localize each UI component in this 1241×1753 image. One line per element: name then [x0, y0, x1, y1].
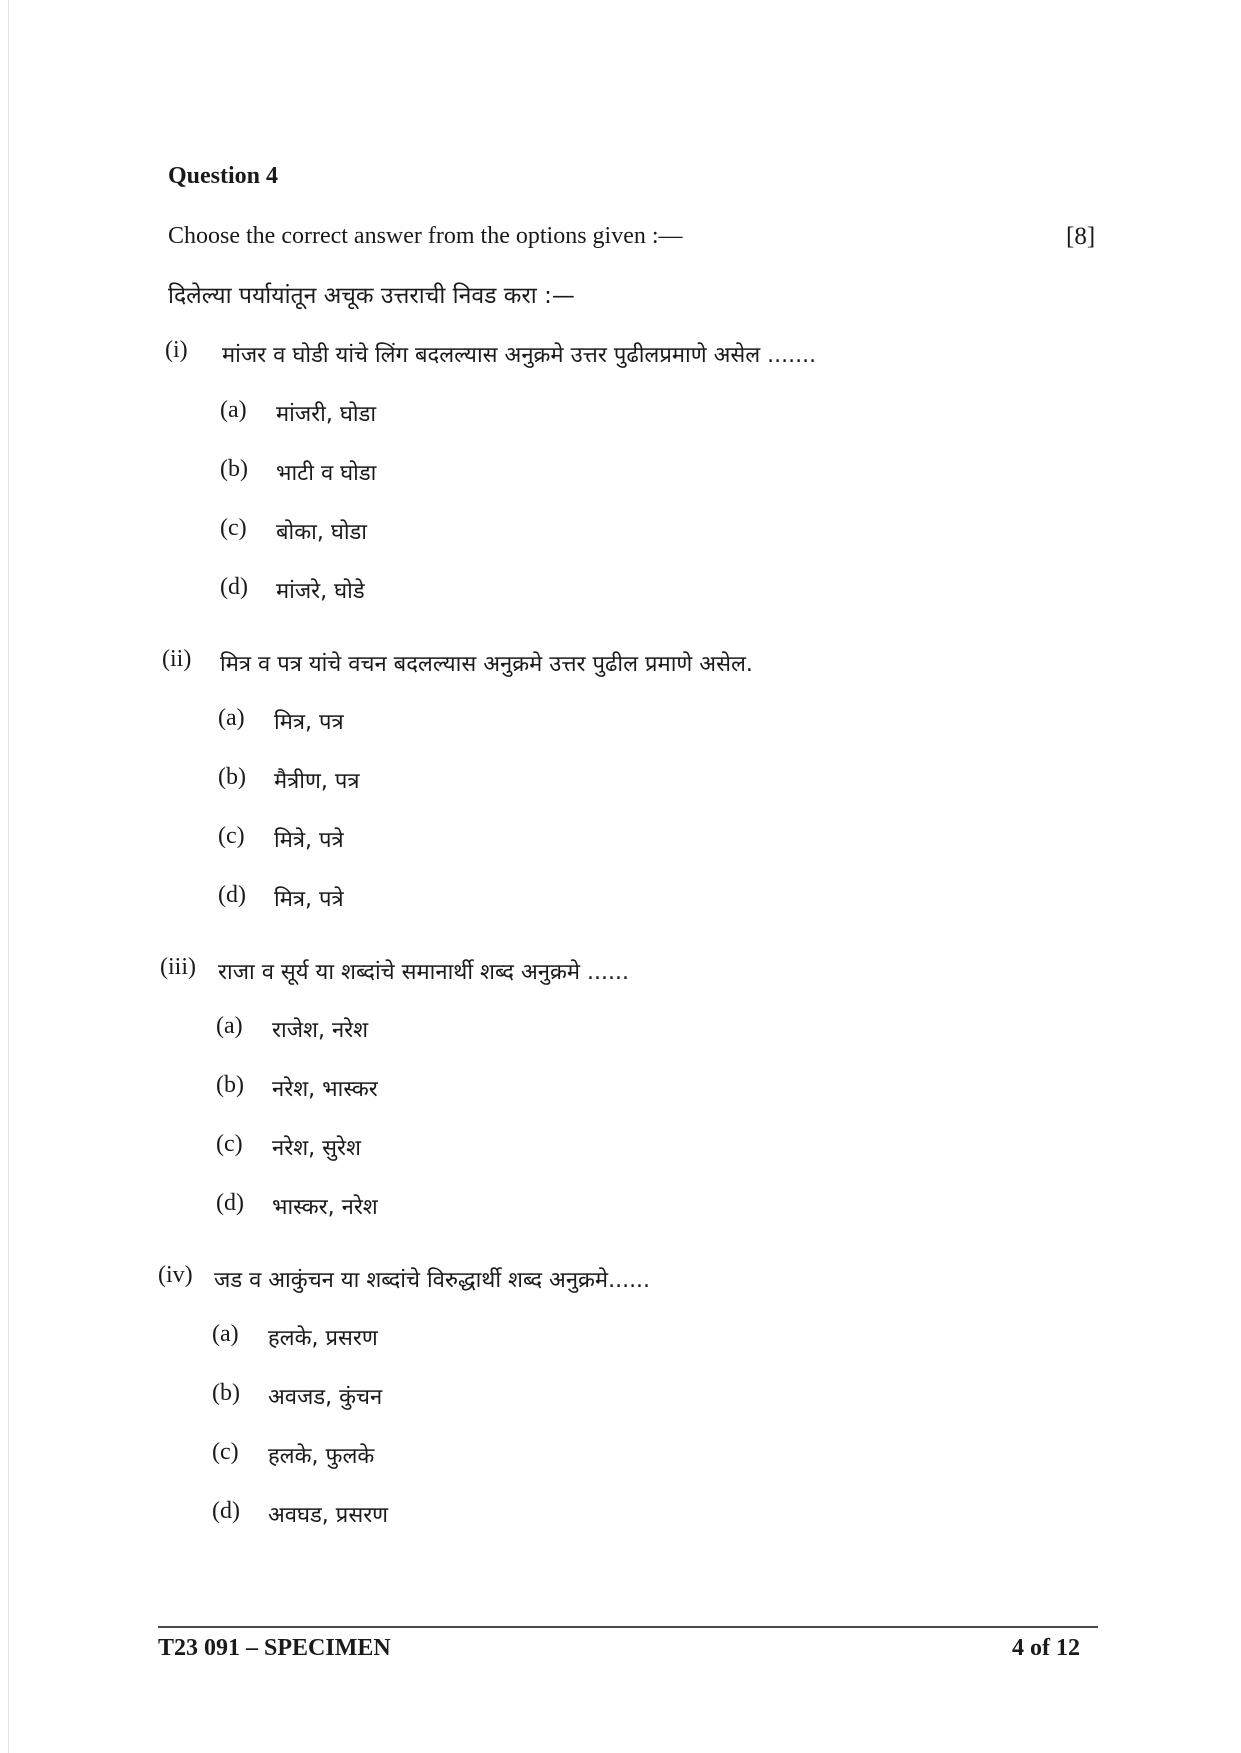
- option-text: बोका, घोडा: [276, 520, 368, 545]
- option-text: मैत्रीण, पत्र: [274, 769, 360, 794]
- sub-question-label: (i): [165, 337, 188, 363]
- instruction-marathi: दिलेल्या पर्यायांतून अचूक उत्तराची निवड करा :—: [168, 283, 575, 309]
- option-label: (a): [218, 705, 245, 731]
- option-label: (a): [220, 397, 247, 423]
- sub-question-text: जड व आकुंचन या शब्दांचे विरुद्धार्थी शब्द अनुक्रमे......: [214, 1268, 651, 1293]
- option-label: (d): [218, 882, 246, 908]
- sub-question-label: (iv): [158, 1262, 193, 1288]
- instruction-english: Choose the correct answer from the options given :—: [168, 223, 683, 249]
- sub-question-label: (ii): [162, 646, 192, 672]
- sub-question-text: मित्र व पत्र यांचे वचन बदलल्यास अनुक्रमे उत्तर पुढील प्रमाणे असेल.: [220, 652, 753, 677]
- option-label: (c): [212, 1439, 239, 1465]
- option-text: मित्रे, पत्रे: [274, 828, 344, 853]
- option-text: भाटी व घोडा: [276, 461, 377, 486]
- option-text: अवजड, कुंचन: [268, 1385, 383, 1410]
- option-label: (d): [220, 574, 248, 600]
- footer-page-number: 4 of 12: [1012, 1635, 1080, 1661]
- question-title: Question 4: [168, 163, 279, 189]
- footer-divider: [158, 1626, 1098, 1628]
- option-text: नरेश, भास्कर: [272, 1077, 378, 1102]
- option-label: (d): [216, 1190, 244, 1216]
- option-text: हलके, प्रसरण: [268, 1326, 378, 1351]
- option-label: (c): [220, 515, 247, 541]
- option-text: मांजरे, घोडे: [276, 579, 365, 604]
- option-label: (c): [218, 823, 245, 849]
- option-label: (a): [212, 1321, 239, 1347]
- option-text: मित्र, पत्र: [274, 710, 344, 735]
- option-label: (a): [216, 1013, 243, 1039]
- option-text: मांजरी, घोडा: [276, 402, 377, 427]
- option-label: (b): [212, 1380, 240, 1406]
- option-text: राजेश, नरेश: [272, 1018, 369, 1043]
- option-label: (c): [216, 1131, 243, 1157]
- option-label: (d): [212, 1498, 240, 1524]
- option-text: मित्र, पत्रे: [274, 887, 344, 912]
- option-text: नरेश, सुरेश: [272, 1136, 361, 1161]
- option-text: हलके, फुलके: [268, 1444, 375, 1469]
- sub-question-label: (iii): [160, 954, 196, 980]
- option-label: (b): [220, 456, 248, 482]
- marks-label: [8]: [1066, 223, 1096, 250]
- option-text: भास्कर, नरेश: [272, 1195, 378, 1220]
- sub-question-text: मांजर व घोडी यांचे लिंग बदलल्यास अनुक्रमे उत्तर पुढीलप्रमाणे असेल .......: [222, 343, 817, 368]
- page-edge: [8, 0, 9, 1753]
- option-label: (b): [218, 764, 246, 790]
- option-label: (b): [216, 1072, 244, 1098]
- sub-question-text: राजा व सूर्य या शब्दांचे समानार्थी शब्द अनुक्रमे ......: [218, 960, 630, 985]
- footer-paper-code: T23 091 – SPECIMEN: [158, 1635, 391, 1661]
- option-text: अवघड, प्रसरण: [268, 1503, 389, 1528]
